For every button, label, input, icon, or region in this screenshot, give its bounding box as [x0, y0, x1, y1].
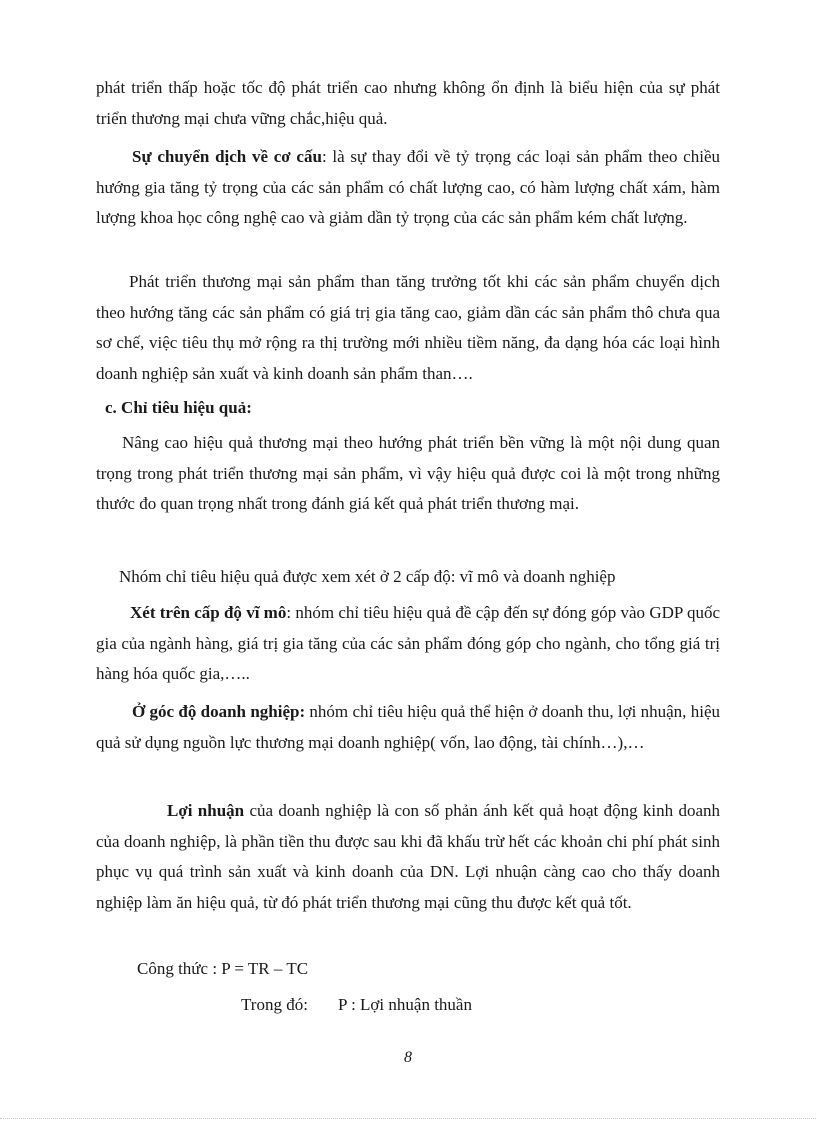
paragraph-profit [96, 796, 720, 918]
paragraph-continuation: phát triển thấp hoặc tốc độ phát triển cao nhưng không ổn định là biểu hiện của sự phát triển thương mại chưa vững chắc,hiệu quả. [96, 78, 720, 128]
section-heading-efficiency: c. Chỉ tiêu hiệu quả: [105, 398, 252, 417]
page-number: 8 [404, 1049, 412, 1066]
paragraph-indicator-levels: Nhóm chỉ tiêu hiệu quả được xem xét ở 2 cấp độ: vĩ mô và doanh nghiệp [119, 567, 616, 586]
paragraph-efficiency-intro: Nâng cao hiệu quả thương mại theo hướng phát triển bền vững là một nội dung quan trọng trong phát triển thương mại sản phẩm, vì vậy hiệu quả được coi là một trong những thước đo quan trọng nhất trong đánh giá kết quả phát triển thương mại. [96, 433, 720, 513]
page-bottom-divider [0, 1118, 816, 1119]
paragraph-coal-growth: Phát triển thương mại sản phẩm than tăng trưởng tốt khi các sản phẩm chuyển dịch theo hướng tăng các sản phẩm có giá trị gia tăng cao, giảm dần các sản phẩm thô chưa qua sơ chế, việc tiêu thụ mở rộng ra thị trường mới nhiều tiềm năng, đa dạng hóa các loại hình doanh nghiệp sản xuất và kinh doanh sản phẩm than…. [96, 272, 720, 383]
paragraph-enterprise-level [96, 697, 720, 758]
paragraph-macro-level-text: : nhóm chỉ tiêu hiệu quả đề cập đến sự đóng góp vào GDP quốc gia của ngành hàng, giá trị gia tăng của các sản phẩm đóng góp cho ngành, cho tổng giá trị hàng hóa quốc gia,….. [96, 603, 721, 683]
formula-where-label: Trong đó: [241, 995, 308, 1014]
paragraph-structure-shift-text: : là sự thay đổi về tỷ trọng các loại sản phẩm theo chiều hướng gia tăng tỷ trọng của các sản phẩm có chất lượng cao, có hàm lượng chất xám, hàm lượng khoa học công nghệ cao và giảm dần tỷ trọng của các sản phẩm kém chất lượng. [96, 147, 721, 227]
formula-where-item: P : Lợi nhuận thuần [338, 995, 472, 1014]
profit-formula: Công thức : P = TR – TC [137, 959, 309, 978]
paragraph-enterprise-level-text: nhóm chỉ tiêu hiệu quả thể hiện ở doanh thu, lợi nhuận, hiệu quả sử dụng nguồn lực thương mại doanh nghiệp( vốn, lao động, tài chính…),… [96, 702, 720, 752]
paragraph-macro-level [96, 598, 720, 690]
term-macro-level: Xét trên cấp độ vĩ mô [130, 603, 287, 622]
term-profit: Lợi nhuận [167, 801, 245, 820]
paragraph-profit-text: của doanh nghiệp là con số phản ánh kết quả hoạt động kinh doanh của doanh nghiệp, là phần tiền thu được sau khi đã khấu trừ hết các khoản chi phí phát sinh phục vụ quá trình sản xuất và kinh doanh của DN. Lợi nhuận càng cao cho thấy doanh nghiệp làm ăn hiệu quả, từ đó phát triển thương mại cũng thu được kết quả tốt. [96, 801, 720, 912]
paragraph-structure-shift [96, 142, 720, 234]
term-enterprise-level: Ở góc độ doanh nghiệp: [132, 702, 306, 721]
term-structure-shift: Sự chuyển dịch về cơ cấu [132, 147, 322, 166]
